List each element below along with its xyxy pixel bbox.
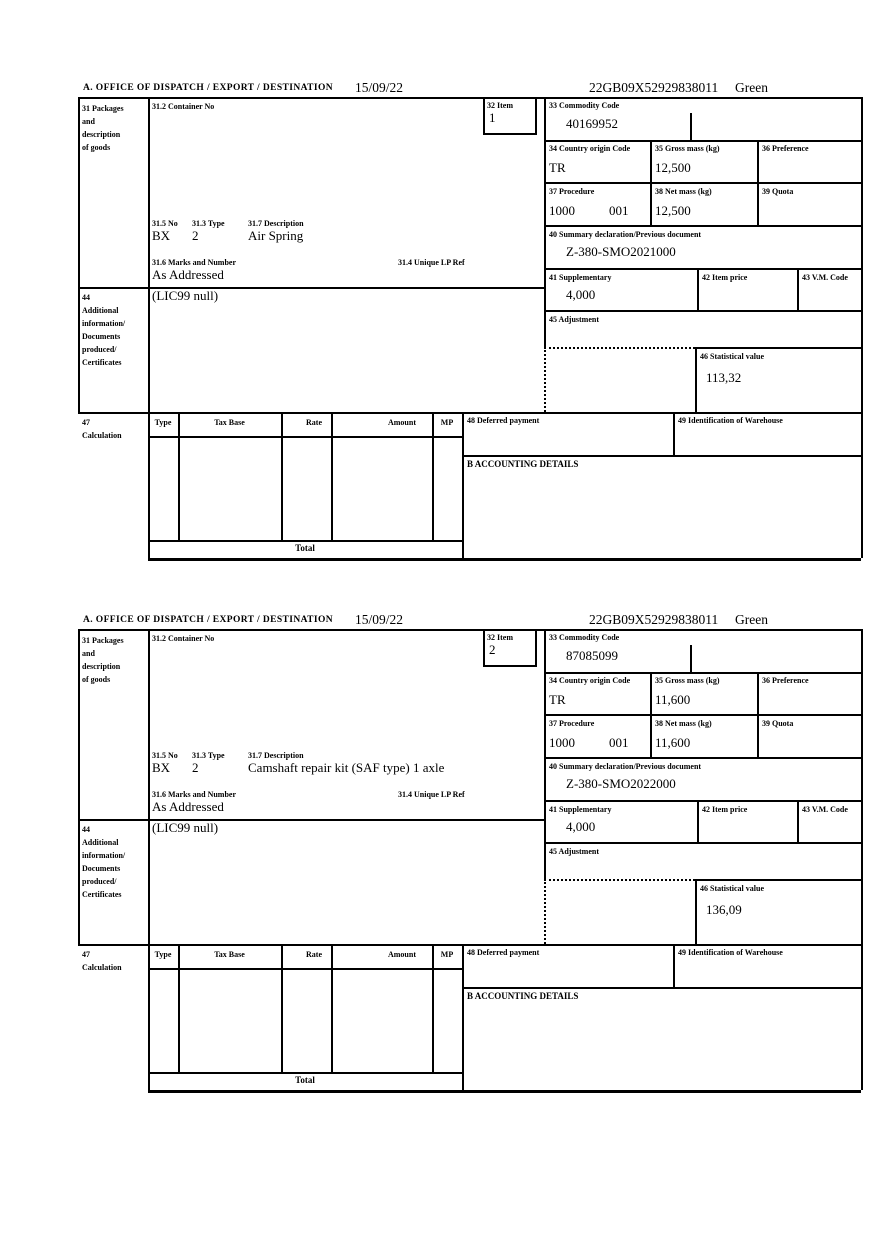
box47-label-line: 47 bbox=[82, 950, 90, 959]
box44-label bbox=[82, 823, 125, 901]
grid-line bbox=[462, 987, 861, 989]
movement-reference-number: 22GB09X52929838011 bbox=[589, 80, 719, 95]
grid-line bbox=[483, 665, 537, 667]
box38-label: 38 Net mass (kg) bbox=[655, 719, 712, 728]
grid-line bbox=[544, 757, 861, 759]
box32-label: 32 Item bbox=[487, 101, 513, 110]
calc-col-amount: Amount bbox=[387, 418, 416, 427]
grid-line bbox=[148, 944, 150, 1090]
goods-description: Camshaft repair kit (SAF type) 1 axle bbox=[248, 760, 445, 775]
box31-5-label: 31.5 No bbox=[152, 751, 178, 760]
box31-label-line: and bbox=[82, 117, 95, 126]
grid-line bbox=[535, 629, 537, 665]
accounting-details-label: B ACCOUNTING DETAILS bbox=[467, 459, 579, 469]
box40-label: 40 Summary declaration/Previous document bbox=[549, 762, 702, 771]
package-kind-code: BX bbox=[152, 760, 171, 775]
grid-line bbox=[673, 412, 675, 455]
box41-label: 41 Supplementary bbox=[549, 805, 612, 814]
declaration-item-1 bbox=[0, 80, 882, 562]
grid-line bbox=[695, 879, 861, 881]
box31-3-label: 31.3 Type bbox=[192, 751, 225, 760]
calc-col-mp: MP bbox=[440, 418, 454, 427]
calc-col-rate: Rate bbox=[306, 418, 322, 427]
grid-line bbox=[535, 97, 537, 133]
calc-col-mp: MP bbox=[440, 950, 454, 959]
grid-line bbox=[697, 268, 699, 310]
previous-document: Z-380-SMO2021000 bbox=[566, 244, 676, 259]
statistical-value: 113,32 bbox=[706, 370, 742, 385]
marks-and-numbers: As Addressed bbox=[152, 267, 224, 282]
box35-label: 35 Gross mass (kg) bbox=[655, 676, 720, 685]
grid-line bbox=[483, 133, 537, 135]
grid-line bbox=[462, 455, 861, 457]
grid-line bbox=[462, 412, 464, 558]
box47-label bbox=[82, 948, 122, 974]
goods-description: Air Spring bbox=[248, 228, 304, 243]
box47-label-line: 47 bbox=[82, 418, 90, 427]
supplementary-units: 4,000 bbox=[566, 287, 596, 302]
box44-label-line: Additional bbox=[82, 306, 119, 315]
calc-col-type: Type bbox=[154, 950, 172, 959]
item-number: 1 bbox=[489, 110, 496, 125]
box48-label: 48 Deferred payment bbox=[467, 948, 540, 957]
box42-label: 42 Item price bbox=[702, 805, 748, 814]
grid-line bbox=[148, 1072, 462, 1074]
box31-2-label: 31.2 Container No bbox=[152, 102, 215, 111]
supplementary-units: 4,000 bbox=[566, 819, 596, 834]
country-origin-code: TR bbox=[549, 160, 566, 175]
box44-label-line: Additional bbox=[82, 838, 119, 847]
box31-2-label: 31.2 Container No bbox=[152, 634, 215, 643]
commodity-code: 87085099 bbox=[566, 648, 618, 663]
grid-line bbox=[861, 629, 863, 1090]
grid-line bbox=[148, 540, 462, 542]
dotted-grid-line bbox=[544, 347, 695, 349]
grid-line bbox=[544, 225, 861, 227]
acceptance-date: 15/09/22 bbox=[355, 612, 404, 627]
box31-label-line: and bbox=[82, 649, 95, 658]
box44-label-line: Documents bbox=[82, 864, 121, 873]
box34-label: 34 Country origin Code bbox=[549, 676, 631, 685]
grid-line bbox=[483, 97, 485, 133]
box33-label: 33 Commodity Code bbox=[549, 101, 620, 110]
box44-label-line: Certificates bbox=[82, 358, 122, 367]
box45-label: 45 Adjustment bbox=[549, 847, 600, 856]
office-of-dispatch-label: A. OFFICE OF DISPATCH / EXPORT / DESTINATION bbox=[83, 83, 334, 93]
grid-line bbox=[695, 347, 861, 349]
grid-line bbox=[148, 968, 462, 970]
grid-line bbox=[544, 140, 861, 142]
box47-label-line: Calculation bbox=[82, 431, 122, 440]
calc-col-amount: Amount bbox=[387, 950, 416, 959]
grid-line bbox=[797, 800, 799, 842]
commodity-code: 40169952 bbox=[566, 116, 618, 131]
box48-label: 48 Deferred payment bbox=[467, 416, 540, 425]
grid-line bbox=[861, 97, 863, 558]
gross-mass-value: 12,500 bbox=[655, 160, 691, 175]
box44-label-line: produced/ bbox=[82, 345, 117, 354]
box45-label: 45 Adjustment bbox=[549, 315, 600, 324]
country-origin-code: TR bbox=[549, 692, 566, 707]
additional-information: (LIC99 null) bbox=[152, 820, 219, 835]
box47-label bbox=[82, 416, 122, 442]
box31-label-line: description bbox=[82, 662, 121, 671]
box44-label-line: 44 bbox=[82, 293, 90, 302]
box31-label-line: of goods bbox=[82, 143, 111, 152]
box40-label: 40 Summary declaration/Previous document bbox=[549, 230, 702, 239]
box36-label: 36 Preference bbox=[762, 144, 809, 153]
dotted-grid-line bbox=[544, 879, 546, 944]
grid-line bbox=[695, 879, 697, 944]
box44-label-line: Documents bbox=[82, 332, 121, 341]
box31-7-label: 31.7 Description bbox=[248, 751, 304, 760]
grid-line bbox=[697, 800, 699, 842]
box31-4-label: 31.4 Unique LP Ref bbox=[398, 790, 465, 799]
box42-label: 42 Item price bbox=[702, 273, 748, 282]
box31-3-label: 31.3 Type bbox=[192, 219, 225, 228]
statistical-value: 136,09 bbox=[706, 902, 742, 917]
grid-line bbox=[797, 268, 799, 310]
box31-7-label: 31.7 Description bbox=[248, 219, 304, 228]
box37-label: 37 Procedure bbox=[549, 187, 595, 196]
total-label: Total bbox=[295, 543, 315, 553]
grid-line bbox=[148, 629, 150, 944]
box44-label-line: produced/ bbox=[82, 877, 117, 886]
box44-label-line: information/ bbox=[82, 319, 126, 328]
package-kind-code: BX bbox=[152, 228, 171, 243]
grid-line bbox=[673, 944, 675, 987]
box46-label: 46 Statistical value bbox=[700, 352, 764, 361]
marks-and-numbers: As Addressed bbox=[152, 799, 224, 814]
grid-line bbox=[544, 182, 861, 184]
box47-label-line: Calculation bbox=[82, 963, 122, 972]
box36-label: 36 Preference bbox=[762, 676, 809, 685]
previous-document: Z-380-SMO2022000 bbox=[566, 776, 676, 791]
grid-line bbox=[78, 287, 546, 289]
commodity-code-separator-line bbox=[690, 113, 692, 140]
grid-line bbox=[148, 412, 150, 558]
grid-line bbox=[78, 97, 861, 99]
box37-label: 37 Procedure bbox=[549, 719, 595, 728]
grid-line bbox=[695, 347, 697, 412]
box39-label: 39 Quota bbox=[762, 187, 794, 196]
dotted-grid-line bbox=[544, 879, 695, 881]
box39-label: 39 Quota bbox=[762, 719, 794, 728]
net-mass-value: 12,500 bbox=[655, 203, 691, 218]
calc-col-rate: Rate bbox=[306, 950, 322, 959]
box32-label: 32 Item bbox=[487, 633, 513, 642]
box43-label: 43 V.M. Code bbox=[802, 273, 848, 282]
box31-label-line: 31 Packages bbox=[82, 636, 124, 645]
declaration-item-2 bbox=[0, 612, 882, 1094]
box44-label bbox=[82, 291, 125, 369]
box31-label bbox=[82, 634, 124, 686]
acceptance-date: 15/09/22 bbox=[355, 80, 404, 95]
accounting-details-label: B ACCOUNTING DETAILS bbox=[467, 991, 579, 1001]
route-indicator: Green bbox=[735, 80, 768, 95]
box31-6-label: 31.6 Marks and Number bbox=[152, 790, 237, 799]
box38-label: 38 Net mass (kg) bbox=[655, 187, 712, 196]
calc-col-tax-base: Tax Base bbox=[214, 418, 245, 427]
calc-col-type: Type bbox=[154, 418, 172, 427]
commodity-code-separator-line bbox=[690, 645, 692, 672]
grid-line bbox=[148, 558, 861, 561]
box35-label: 35 Gross mass (kg) bbox=[655, 144, 720, 153]
grid-line bbox=[148, 436, 462, 438]
package-count: 2 bbox=[192, 228, 199, 243]
box31-label-line: of goods bbox=[82, 675, 111, 684]
grid-line bbox=[78, 629, 80, 944]
grid-line bbox=[148, 97, 150, 412]
box31-label-line: 31 Packages bbox=[82, 104, 124, 113]
box31-label bbox=[82, 102, 124, 154]
procedure-code: 1000 bbox=[549, 735, 575, 750]
calc-col-tax-base: Tax Base bbox=[214, 950, 245, 959]
procedure-suffix: 001 bbox=[609, 735, 629, 750]
grid-line bbox=[544, 714, 861, 716]
procedure-suffix: 001 bbox=[609, 203, 629, 218]
box33-label: 33 Commodity Code bbox=[549, 633, 620, 642]
grid-line bbox=[148, 1090, 861, 1093]
procedure-code: 1000 bbox=[549, 203, 575, 218]
box31-label-line: description bbox=[82, 130, 121, 139]
grid-line bbox=[483, 629, 485, 665]
gross-mass-value: 11,600 bbox=[655, 692, 691, 707]
grid-line bbox=[544, 310, 861, 312]
box31-5-label: 31.5 No bbox=[152, 219, 178, 228]
box43-label: 43 V.M. Code bbox=[802, 805, 848, 814]
additional-information: (LIC99 null) bbox=[152, 288, 219, 303]
box46-label: 46 Statistical value bbox=[700, 884, 764, 893]
dotted-grid-line bbox=[544, 347, 546, 412]
movement-reference-number: 22GB09X52929838011 bbox=[589, 612, 719, 627]
office-of-dispatch-label: A. OFFICE OF DISPATCH / EXPORT / DESTINATION bbox=[83, 615, 334, 625]
box31-4-label: 31.4 Unique LP Ref bbox=[398, 258, 465, 267]
grid-line bbox=[462, 944, 464, 1090]
route-indicator: Green bbox=[735, 612, 768, 627]
box44-label-line: information/ bbox=[82, 851, 126, 860]
box34-label: 34 Country origin Code bbox=[549, 144, 631, 153]
grid-line bbox=[78, 629, 861, 631]
box44-label-line: Certificates bbox=[82, 890, 122, 899]
box49-label: 49 Identification of Warehouse bbox=[678, 948, 783, 957]
grid-line bbox=[544, 800, 861, 802]
total-label: Total bbox=[295, 1075, 315, 1085]
grid-line bbox=[78, 819, 546, 821]
box44-label-line: 44 bbox=[82, 825, 90, 834]
item-number: 2 bbox=[489, 642, 496, 657]
grid-line bbox=[544, 842, 861, 844]
grid-line bbox=[78, 97, 80, 412]
package-count: 2 bbox=[192, 760, 199, 775]
box41-label: 41 Supplementary bbox=[549, 273, 612, 282]
grid-line bbox=[544, 672, 861, 674]
box49-label: 49 Identification of Warehouse bbox=[678, 416, 783, 425]
grid-line bbox=[544, 268, 861, 270]
box31-6-label: 31.6 Marks and Number bbox=[152, 258, 237, 267]
net-mass-value: 11,600 bbox=[655, 735, 691, 750]
